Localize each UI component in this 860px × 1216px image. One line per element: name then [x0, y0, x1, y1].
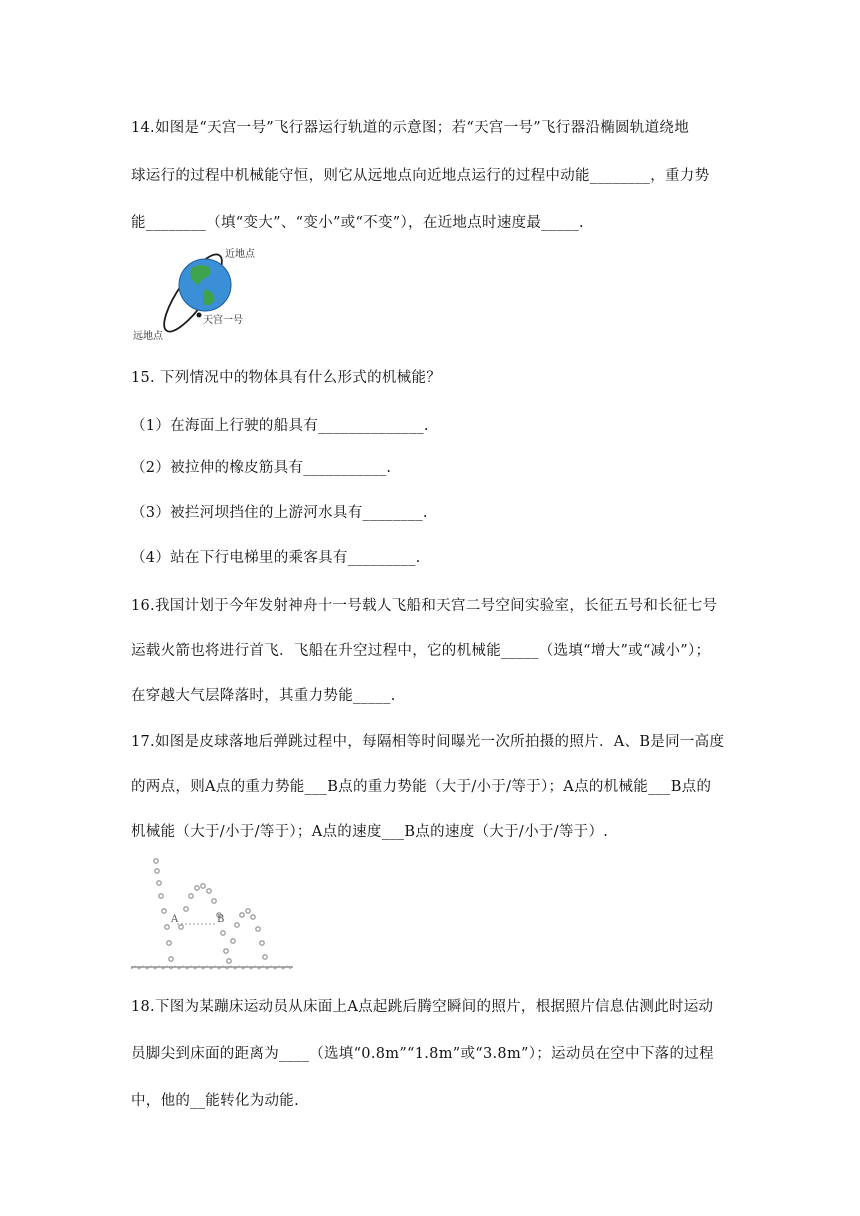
q16-line-1: 16.我国计划于今年发射神舟十一号载人飞船和天宫二号空间实验室，长征五号和长征七号 — [131, 598, 718, 614]
orbit-diagram — [131, 243, 255, 343]
q16-line-2: 运载火箭也将进行首飞．飞船在升空过程中，它的机械能_____（选填“增大”或“减小”）； — [131, 643, 711, 659]
q15-item-2: （2）被拉伸的橡皮筋具有___________. — [131, 460, 392, 476]
q15-item-1: （1）在海面上行驶的船具有______________. — [131, 418, 429, 434]
q18-line-2: 员脚尖到床面的距离为____（选填“0.8m”“1.8m”或“3.8m”）；运动员在空中下落的过程 — [131, 1046, 714, 1062]
q14-line-3: 能________（填“变大”、“变小”或“不变”），在近地点时速度最_____. — [131, 215, 584, 231]
q14-line-2: 球运行的过程中机械能守恒，则它从远地点向近地点运行的过程中动能________，重力势 — [131, 168, 710, 184]
q15-title: 15. 下列情况中的物体具有什么形式的机械能？ — [131, 370, 442, 386]
q15-item-3: （3）被拦河坝挡住的上游河水具有________. — [131, 505, 428, 521]
q15-item-4: （4）站在下行电梯里的乘客具有_________. — [131, 550, 421, 566]
label-tiangong: 天宫一号 — [203, 315, 243, 326]
q17-line-3: 机械能（大于/小于/等于）；A点的速度___B点的速度（大于/小于/等于）. — [131, 824, 609, 840]
label-a: A — [171, 914, 179, 925]
q14-line-1: 14.如图是“天宫一号”飞行器运行轨道的示意图；若“天宫一号”飞行器沿椭圆轨道绕地 — [131, 120, 690, 136]
q18-line-3: 中，他的__能转化为动能. — [131, 1093, 300, 1109]
q17-line-2: 的两点，则A点的重力势能___B点的重力势能（大于/小于/等于）；A点的机械能___B点的 — [131, 779, 712, 795]
label-far-point: 远地点 — [133, 331, 163, 342]
q16-line-3: 在穿越大气层降落时，其重力势能_____. — [131, 688, 396, 704]
q18-line-1: 18.下图为某蹦床运动员从床面上A点起跳后腾空瞬间的照片，根据照片信息估测此时运动 — [131, 999, 714, 1015]
bouncing-ball-photo — [131, 855, 293, 973]
q17-line-1: 17.如图是皮球落地后弹跳过程中，每隔相等时间曝光一次所拍摄的照片．A、B是同一高度 — [131, 734, 725, 750]
satellite-dot — [197, 313, 202, 318]
label-b: B — [217, 914, 225, 925]
label-near-point: 近地点 — [225, 249, 255, 260]
